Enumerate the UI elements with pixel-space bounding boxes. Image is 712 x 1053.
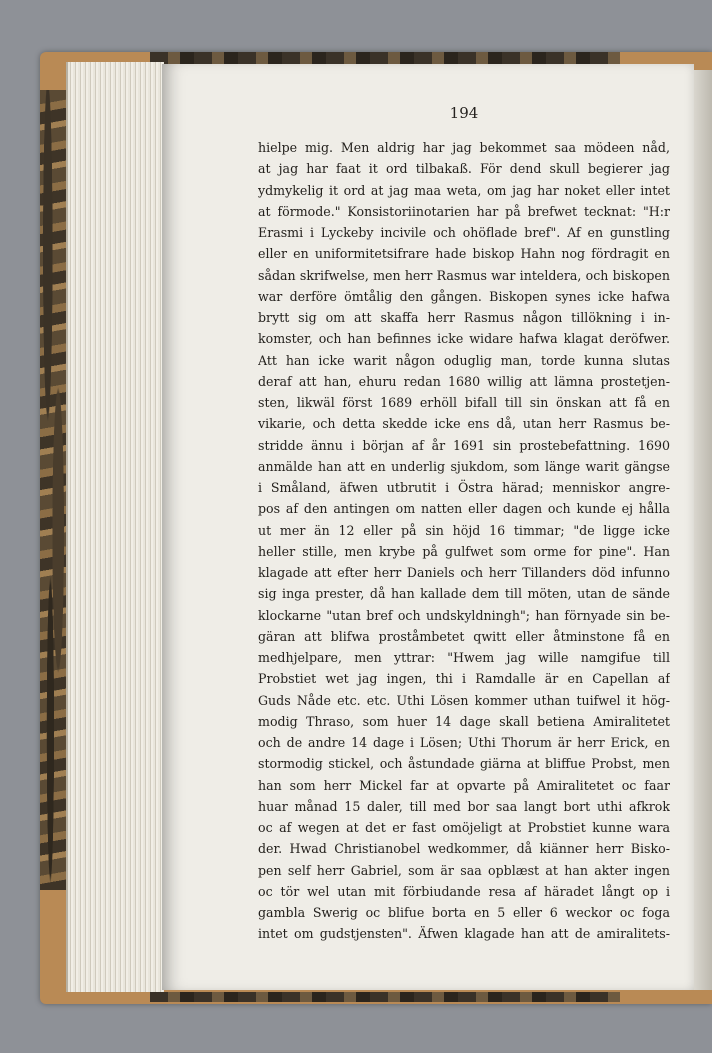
text-line: klagade att efter herr Daniels och herr Tillanders död infunno	[258, 565, 670, 580]
text-line: vikarie, och detta skedde icke ens då, utan herr Rasmus be-	[258, 416, 670, 432]
text-line: ydmykelig it ord at jag maa weta, om jag har noket eller intet	[258, 182, 670, 198]
text-line: deraf att han, ehuru redan 1680 willig att lämna prostetjen-	[258, 373, 670, 389]
text-line: huar månad 15 daler, till med bor saa langt bort uthi afkrok	[258, 798, 670, 814]
text-line: sådan skrifwelse, men herr Rasmus war inteldera, och biskopen	[258, 267, 670, 283]
text-line: pen self herr Gabriel, som är saa opblæst at han akter ingen	[258, 862, 670, 878]
text-line: ut mer än 12 eller på sin höjd 16 timmar; "de ligge icke	[258, 522, 670, 538]
text-line: medhjelpare, men yttrar: "Hwem jag wille namgifue till	[258, 650, 670, 665]
text-line: oc af wegen at det er fast omöjeligt at Probstiet kunne wara	[258, 820, 670, 835]
text-line: oc tör wel utan mit förbiudande resa af häradet långt op i	[258, 883, 670, 899]
text-line: at jag har faat it ord tilbakaß. För dend skull begierer jag	[258, 161, 670, 177]
marbled-cover-edge	[40, 90, 66, 890]
text-line: heller stille, men krybe på gulfwet som orme for pine". Han	[258, 543, 670, 559]
text-line: klockarne "utan bref och undskyldningh"; han förnyade sin be-	[258, 607, 670, 623]
text-line: sig inga prester, då han kallade dem till möten, utan de sände	[258, 586, 670, 602]
text-line: Probstiet wet jag ingen, thi i Ramdalle är en Capellan af	[258, 671, 670, 687]
page-block-edges	[66, 62, 164, 992]
text-line: Guds Nåde etc. etc. Uthi Lösen kommer uthan tuifwel it hög-	[258, 692, 670, 708]
text-line: anmälde han att en underlig sjukdom, som länge warit gängse	[258, 458, 670, 474]
text-line: modig Thraso, som huer 14 dage skall betiena Amiralitetet	[258, 713, 670, 729]
text-line: i Småland, äfwen utbrutit i Östra härad; menniskor angre-	[258, 480, 670, 495]
text-line: brytt sig om att skaffa herr Rasmus någon tillökning i in-	[258, 310, 670, 325]
text-line: Erasmi i Lyckeby incivile och ohöflade bref". Af en gunstling	[258, 225, 670, 240]
right-page-edge	[694, 70, 712, 990]
page-number: 194	[449, 104, 479, 122]
text-line: och de andre 14 dage i Lösen; Uthi Thorum är herr Erick, en	[258, 735, 670, 750]
text-line: sten, likwäl först 1689 erhöll bifall till sin önskan att få en	[258, 395, 670, 410]
text-line: stridde ännu i början af år 1691 sin prostebefattning. 1690	[258, 437, 670, 453]
text-line: stormodig stickel, och åstundade giärna at bliffue Probst, men	[258, 756, 670, 772]
text-line: eller en uniformitetsifrare hade biskop Hahn nog fördragit en	[258, 246, 670, 262]
text-line: hielpe mig. Men aldrig har jag bekommet saa mödeen nåd,	[258, 140, 670, 155]
text-line: han som herr Mickel far at opvarte på Amiralitetet oc faar	[258, 777, 670, 793]
text-line: gäran att blifwa proståmbetet qwitt eller åtminstone få en	[258, 628, 670, 644]
text-line: war derföre ömtålig den gången. Biskopen synes icke hafwa	[258, 288, 670, 304]
text-line: pos af den antingen om natten eller dagen och kunde ej hålla	[258, 501, 670, 517]
text-line: at förmode." Konsistoriinotarien har på brefwet tecknat: "H:r	[258, 203, 670, 219]
text-line: komster, och han befinnes icke widare hafwa klagat deröfwer.	[258, 331, 670, 347]
page-text	[258, 137, 670, 945]
top-binding-band	[150, 52, 620, 64]
text-line: der. Hwad Christianobel wedkommer, då kiänner herr Bisko-	[258, 841, 670, 857]
text-line: Att han icke warit någon oduglig man, torde kunna slutas	[258, 352, 670, 368]
text-line: intet om gudstjensten". Äfwen klagade han att de amiralitets-	[258, 926, 670, 942]
text-line: gambla Swerig oc blifue borta en 5 eller 6 weckor oc foga	[258, 905, 670, 920]
bottom-binding-band	[150, 992, 620, 1002]
